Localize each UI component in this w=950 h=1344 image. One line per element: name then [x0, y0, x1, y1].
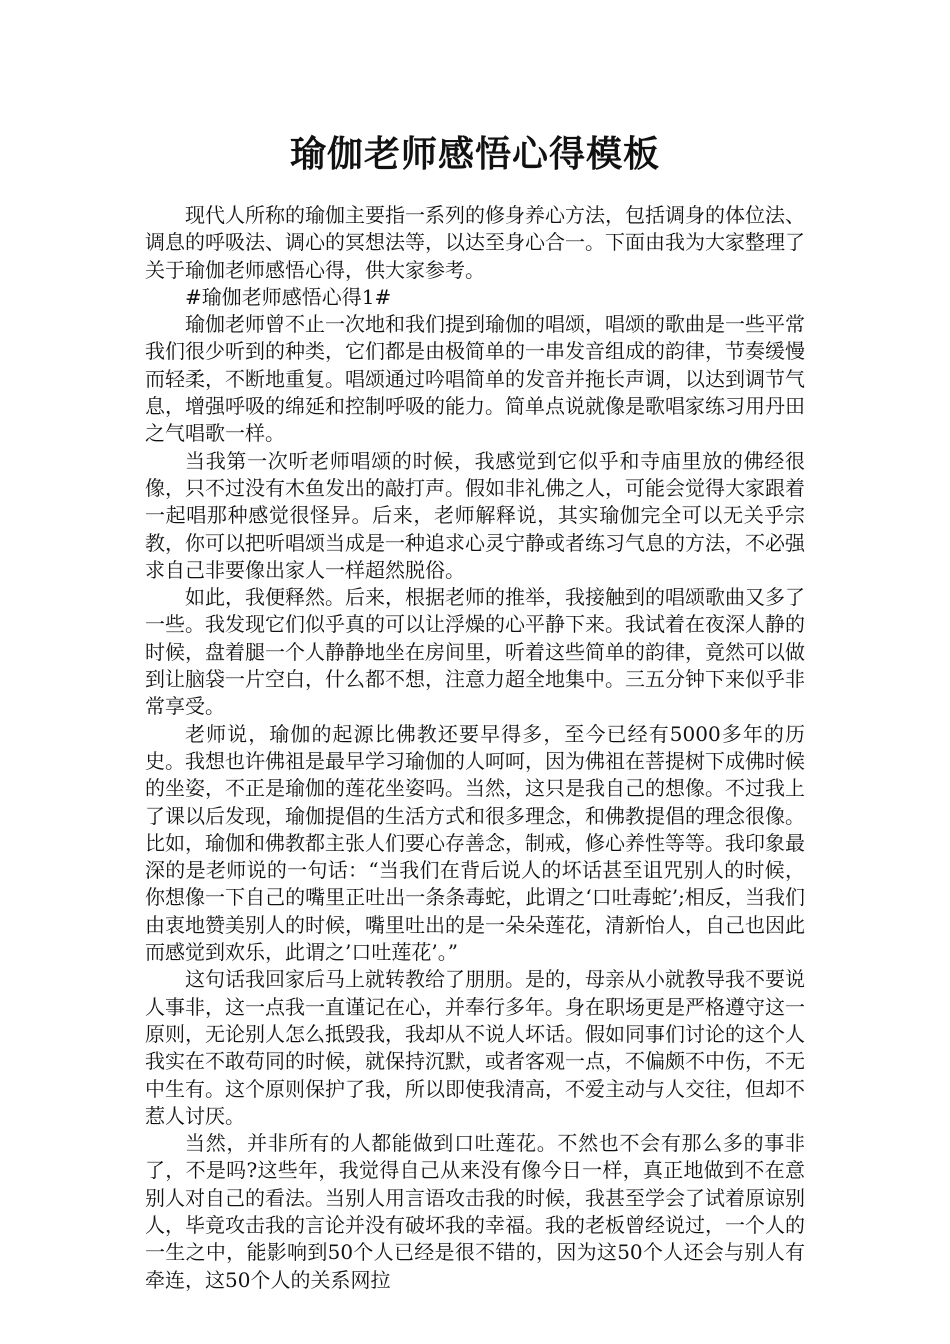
- paragraph-intro: 现代人所称的瑜伽主要指一系列的修身养心方法，包括调身的体位法、调息的呼吸法、调心的冥想法等，以达至身心合一。下面由我为大家整理了关于瑜伽老师感悟心得，供大家参考。: [145, 203, 805, 282]
- document-title: 瑜伽老师感悟心得模板: [289, 133, 660, 175]
- document-page: [145, 0, 805, 1294]
- paragraph: 如此，我便释然。后来，根据老师的推举，我接触到的唱颂歌曲又多了一些。我发现它们似乎真的可以让浮燥的心平静下来。我试着在夜深人静的时候，盘着腿一个人静静地坐在房间里，听着这些简单的韵律，竟然可以做到让脑袋一片空白，什么都不想，注意力超全地集中。三五分钟下来似乎非常享受。: [145, 585, 805, 719]
- paragraph: 瑜伽老师曾不止一次地和我们提到瑜伽的唱颂，唱颂的歌曲是一些平常我们很少听到的种类，它们都是由极简单的一串发音组成的韵律，节奏缓慢而轻柔，不断地重复。唱颂通过吟唱简单的发音并拖长声调，以达到调节气息，增强呼吸的绵延和控制呼吸的能力。简单点说就像是歌唱家练习用丹田之气唱歌一样。: [145, 312, 805, 446]
- paragraph: 老师说，瑜伽的起源比佛教还要早得多，至今已经有5000多年的历史。我想也许佛祖是最早学习瑜伽的人呵呵，因为佛祖在菩提树下成佛时候的坐姿，不正是瑜伽的莲花坐姿吗。当然，这只是我自己的想像。不过我上了课以后发现，瑜伽提倡的生活方式和很多理念，和佛教提倡的理念很像。比如，瑜伽和佛教都主张人们要心存善念，制戒，修心养性等等。我印象最深的是老师说的一句话：“当我们在背后说人的坏话甚至诅咒别人的时候，你想像一下自己的嘴里正吐出一条条毒蛇，此谓之‘口吐毒蛇’;相反，当我们由衷地赞美别人的时候，嘴里吐出的是一朵朵莲花，清新怡人，自己也因此而感觉到欢乐，此谓之’口吐莲花’。”: [145, 721, 805, 965]
- paragraph: 当然，并非所有的人都能做到口吐莲花。不然也不会有那么多的事非了，不是吗?这些年，我觉得自己从来没有像今日一样，真正地做到不在意别人对自己的看法。当别人用言语攻击我的时候，我甚至学会了试着原谅别人，毕竟攻击我的言论并没有破坏我的幸福。我的老板曾经说过，一个人的一生之中，能影响到50个人已经是很不错的，因为这50个人还会与别人有牵连，这50个人的关系网拉: [145, 1131, 805, 1292]
- paragraph: 这句话我回家后马上就转教给了朋朋。是的，母亲从小就教导我不要说人事非，这一点我一直谨记在心，并奉行多年。身在职场更是严格遵守这一原则，无论别人怎么抵毁我，我却从不说人坏话。假如同事们讨论的这个人我实在不敢苟同的时候，就保持沉默，或者客观一点，不偏颇不中伤，不无中生有。这个原则保护了我，所以即使我清高，不爱主动与人交往，但却不惹人讨厌。: [145, 967, 805, 1128]
- section-heading: #瑜伽老师感悟心得1#: [185, 284, 392, 309]
- paragraph: 当我第一次听老师唱颂的时候，我感觉到它似乎和寺庙里放的佛经很像，只不过没有木鱼发出的敲打声。假如非礼佛之人，可能会觉得大家跟着一起唱那种感觉很怪异。后来，老师解释说，其实瑜伽完全可以无关乎宗教，你可以把听唱颂当成是一种追求心灵宁静或者练习气息的方法，不必强求自己非要像出家人一样超然脱俗。: [145, 448, 805, 582]
- document-body: [145, 202, 805, 1294]
